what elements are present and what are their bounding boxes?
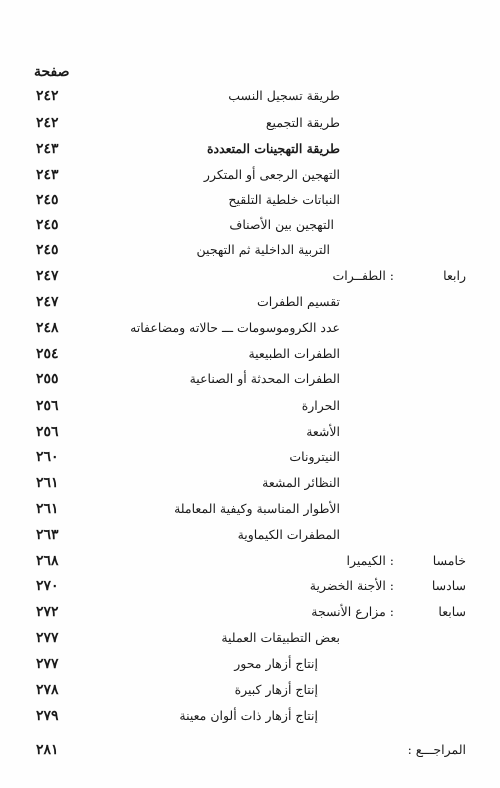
toc-entry-title: إنتاج أزهار ذات ألوان معينة <box>179 708 318 723</box>
toc-entry-page-number: ٢٤٥ <box>36 217 59 233</box>
toc-entry-title: : الطفــرات <box>332 268 394 283</box>
toc-entry-page-number: ٢٦٠ <box>36 449 59 465</box>
toc-entry-page-number: ٢٧٨ <box>36 682 59 698</box>
toc-entry <box>0 527 500 547</box>
toc-entry-title: بعض التطبيقات العملية <box>221 630 340 645</box>
toc-entry-page-number: ٢٦٨ <box>36 553 59 569</box>
toc-entry <box>0 88 500 108</box>
toc-entry-title: : مزارع الأنسجة <box>311 604 394 619</box>
toc-entry-title: النظائر المشعة <box>262 475 340 490</box>
toc-section-label: سادسا <box>431 578 466 593</box>
toc-entry-page-number: ٢٥٦ <box>36 424 59 440</box>
toc-entry-title: طريقة التجميع <box>265 115 340 130</box>
toc-entry-title: التهجين بين الأصناف <box>229 217 334 232</box>
toc-entry <box>0 217 500 237</box>
toc-entry-title: المطفرات الكيماوية <box>237 527 340 542</box>
toc-entry <box>0 708 500 728</box>
toc-entry-page-number: ٢٧٠ <box>36 578 59 594</box>
toc-entry-title: الحرارة <box>301 398 340 413</box>
toc-entry-page-number: ٢٦١ <box>36 475 59 491</box>
toc-entry-title: إنتاج أزهار محور <box>234 656 318 671</box>
toc-entry-page-number: ٢٤٥ <box>36 192 59 208</box>
toc-entry-page-number: ٢٥٦ <box>36 398 59 414</box>
toc-entry <box>0 682 500 702</box>
page-column-header: صفحة <box>34 64 70 80</box>
toc-entry-title: الطفرات المحدثة أو الصناعية <box>189 371 340 386</box>
toc-entry-page-number: ٢٧٧ <box>36 630 59 646</box>
toc-entry-title: تقسيم الطفرات <box>256 294 340 309</box>
toc-entry-title: التربية الداخلية ثم التهجين <box>196 242 330 257</box>
toc-entry-page-number: ٢٧٩ <box>36 708 59 724</box>
toc-entry-page-number: ٢٤٨ <box>36 320 59 336</box>
toc-entry <box>0 424 500 444</box>
toc-entry-page-number: ٢٤٧ <box>36 268 59 284</box>
toc-references-entry <box>0 742 500 762</box>
toc-entry-title: عدد الكروموسومات ـــ حالاته ومضاعفاته <box>130 320 340 335</box>
toc-section-label: المراجـــع : <box>407 742 466 757</box>
toc-entry-page-number: ٢٤٧ <box>36 294 59 310</box>
toc-entry <box>0 192 500 212</box>
toc-entry-title: الأشعة <box>306 424 340 439</box>
toc-entry-title: طريقة تسجيل النسب <box>228 88 340 103</box>
toc-section-label: خامسا <box>432 553 466 568</box>
toc-entry-page-number: ٢٧٧ <box>36 656 59 672</box>
toc-entry <box>0 501 500 521</box>
toc-entry <box>0 371 500 391</box>
toc-entry <box>0 475 500 495</box>
toc-entry-page-number: ٢٤٣ <box>36 167 59 183</box>
toc-entry-title: : الكيميرا <box>346 553 394 568</box>
toc-entry <box>0 141 500 161</box>
toc-entry-page-number: ٢٦١ <box>36 501 59 517</box>
toc-entry <box>0 656 500 676</box>
toc-section-entry <box>0 578 500 598</box>
toc-entry <box>0 449 500 469</box>
toc-entry-page-number: ٢٨١ <box>36 742 59 758</box>
toc-entry-page-number: ٢٥٤ <box>36 346 59 362</box>
toc-entry-title: النيترونات <box>289 449 340 464</box>
toc-entry-page-number: ٢٦٣ <box>36 527 59 543</box>
toc-entry-page-number: ٢٤٢ <box>36 115 59 131</box>
toc-entry-page-number: ٢٤٢ <box>36 88 59 104</box>
toc-entry <box>0 167 500 187</box>
toc-entry <box>0 630 500 650</box>
toc-entry-page-number: ٢٥٥ <box>36 371 59 387</box>
toc-section-label: سابعا <box>438 604 466 619</box>
toc-entry <box>0 294 500 314</box>
toc-entry-title: التهجين الرجعى أو المتكرر <box>203 167 340 182</box>
toc-section-entry <box>0 268 500 288</box>
toc-entry-title: إنتاج أزهار كبيرة <box>234 682 318 697</box>
toc-entry-title: الطفرات الطبيعية <box>248 346 340 361</box>
toc-entry-title: : الأجنة الخضرية <box>309 578 394 593</box>
toc-section-entry <box>0 553 500 573</box>
toc-section-entry <box>0 604 500 624</box>
toc-entry-page-number: ٢٤٥ <box>36 242 59 258</box>
toc-entry <box>0 242 500 262</box>
toc-entry-title: الأطوار المناسبة وكيفية المعاملة <box>174 501 340 516</box>
toc-entry <box>0 346 500 366</box>
toc-entry-page-number: ٢٤٣ <box>36 141 59 157</box>
toc-entry <box>0 115 500 135</box>
toc-section-label: رابعا <box>443 268 466 283</box>
toc-entry-title: النباتات خلطية التلقيح <box>228 192 340 207</box>
toc-entry <box>0 398 500 418</box>
toc-entry-page-number: ٢٧٢ <box>36 604 59 620</box>
toc-entry <box>0 320 500 340</box>
toc-entry-title: طريقة التهجينات المتعددة <box>206 141 340 156</box>
